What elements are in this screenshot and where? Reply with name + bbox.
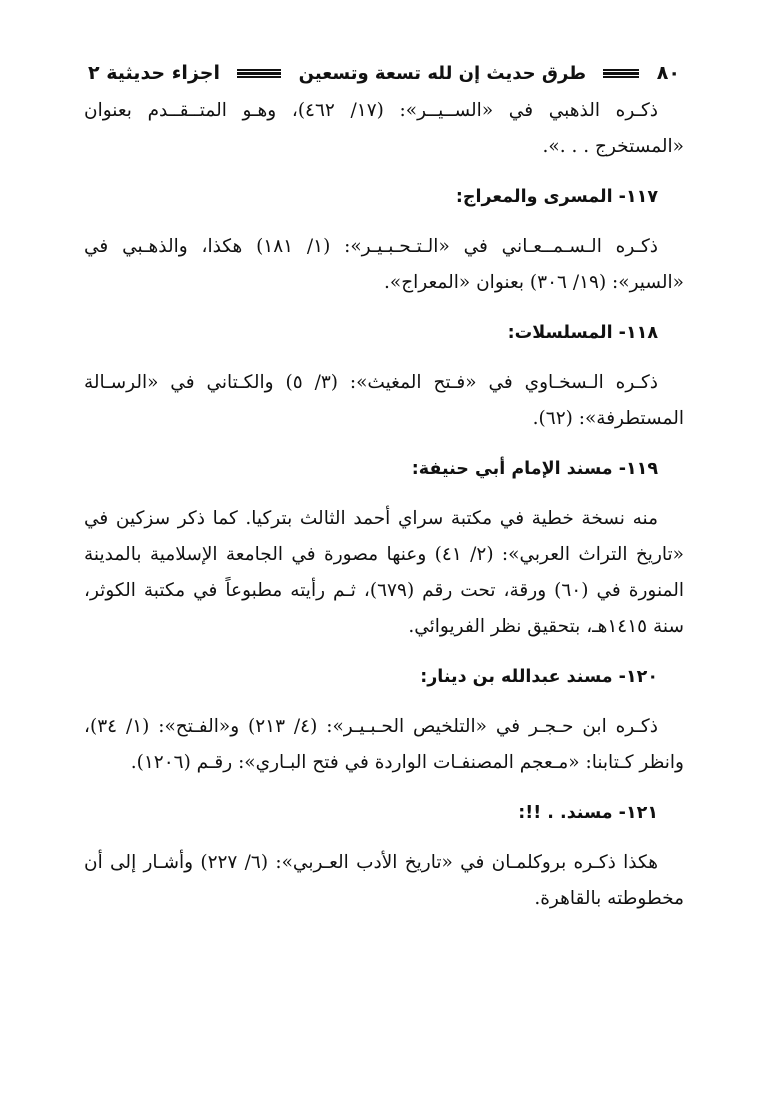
spacer — [84, 831, 684, 845]
spacer — [84, 351, 684, 365]
spacer — [84, 215, 684, 229]
paragraph: ذكـره الـسـمــعـاني في «الـتـحـبـيـر»: (١/ ١٨١) هكذا، والذهـبي في «السير»: (١٩/ ٣٠٦) بعنوان «المعراج». — [84, 236, 684, 293]
entry-heading: ١٢١- مسند. . !!: — [518, 803, 658, 823]
series-title: اجزاء حديثية ٢ — [88, 62, 220, 84]
book-title: طرق حديث إن لله تسعة وتسعين — [298, 62, 587, 84]
paragraph: منه نسخة خطية في مكتبة سراي أحمد الثالث بتركيا. كما ذكر سزكين في «تاريخ التراث العربي»: (٢/ ٤١) وعنها مصورة في الجامعة الإسلامية بالمدينة المنورة في (٦٠) ورقة، تحت رقم (٦٧٩)، ثـم رأيته مطبوعاً في مكتبة الكوثر، سنة ١٤١٥هـ، بتحقيق نظر الفريوائي. — [84, 508, 684, 637]
spacer — [84, 695, 684, 709]
spacer — [84, 301, 684, 315]
header-rule — [237, 69, 281, 78]
paragraph: ذكـره الذهبي في «الســيــر»: (١٧/ ٤٦٢)، وهـو المتــقــدم بعنوان «المستخرج . . .». — [84, 100, 684, 157]
spacer — [84, 645, 684, 659]
running-header — [88, 58, 680, 88]
page-body — [84, 93, 684, 917]
paragraph: هكذا ذكـره بروكلمـان في «تاريخ الأدب العـربي»: (٦/ ٢٢٧) وأشـار إلى أن مخطوطته بالقاهرة. — [84, 852, 684, 909]
entry-heading: ١١٨- المسلسلات: — [507, 323, 658, 343]
paragraph: ذكـره الـسخـاوي في «فـتح المغيث»: (٣/ ٥) والكـتاني في «الرسـالة المستطرفة»: (٦٢). — [84, 372, 684, 429]
paragraph: ذكـره ابن حـجـر في «التلخيص الحـبـيـر»: (٤/ ٢١٣) و«الفـتح»: (١/ ٣٤)، وانظر كـتابنا: «مـعجم المصنفـات الواردة في فتح البـاري»: رقـم (١٢٠٦). — [84, 716, 684, 773]
entry-heading: ١١٧- المسرى والمعراج: — [455, 187, 658, 207]
entry-heading: ١٢٠- مسند عبدالله بن دينار: — [420, 667, 658, 687]
header-rule — [603, 69, 639, 78]
spacer — [84, 437, 684, 451]
page-number: ٨٠ — [656, 62, 680, 84]
entry-heading: ١١٩- مسند الإمام أبي حنيفة: — [411, 459, 658, 479]
spacer — [84, 487, 684, 501]
spacer — [84, 165, 684, 179]
spacer — [84, 781, 684, 795]
